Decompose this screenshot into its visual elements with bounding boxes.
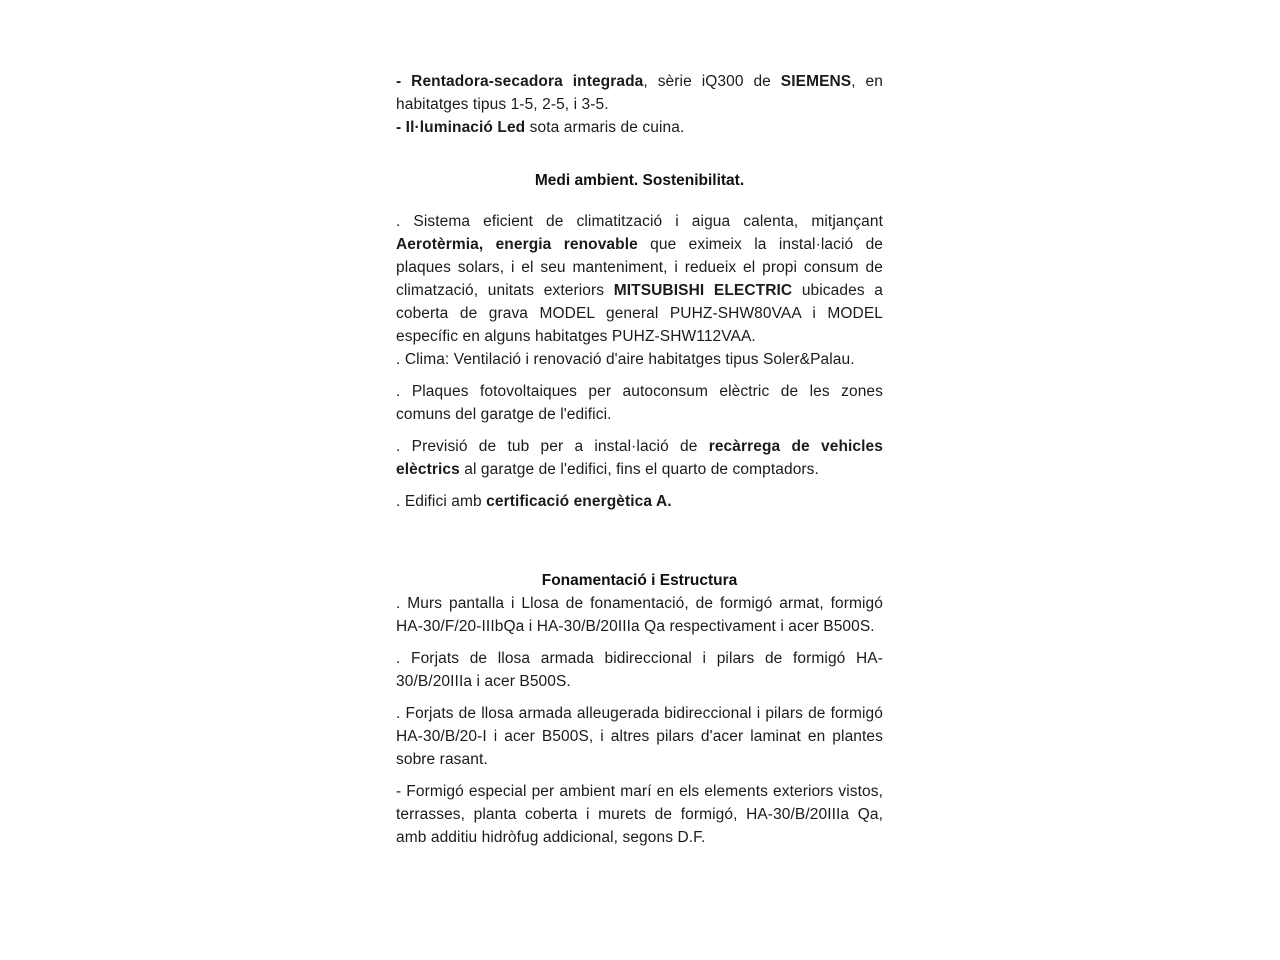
environment-paragraph-5 <box>396 490 883 513</box>
environment-paragraph-2: . Clima: Ventilació i renovació d'aire habitatges tipus Soler&Palau. <box>396 351 855 368</box>
env-p4-part-a: . Previsió de tub per a instal·lació de <box>396 438 709 455</box>
env-p1-part-c: ubicades a coberta de grava MODEL general PUHZ-SHW80VAA i MODEL específic en alguns habitatges PUHZ-SHW112VAA. <box>396 282 883 345</box>
appliances-brand: SIEMENS <box>780 73 852 90</box>
env-p1-part-b: que eximeix la instal·lació de plaques solars, i el seu manteniment, i redueix el propi consum de climatzació, unitats exteriors <box>396 236 884 299</box>
heading-fonamentacio-estructura: Fonamentació i Estructura <box>541 572 738 589</box>
env-p4-part-b: al garatge de l'edifici, fins el quarto de comptadors. <box>459 461 819 478</box>
structure-paragraph-1: . Murs pantalla i Llosa de fonamentació, de formigó armat, formigó HA-30/F/20-IIIbQa i HA-30/B/20IIIa Qa respectivament i acer B500S. <box>396 595 883 635</box>
heading-medi-ambient: Medi ambient. Sostenibilitat. <box>534 172 745 189</box>
environment-paragraph-3: . Plaques fotovoltaiques per autoconsum elèctric de les zones comuns del garatge de l'edifici. <box>396 383 883 423</box>
appliances-series-text: , sèrie iQ300 de <box>643 73 781 90</box>
lighting-bold-label: - Il·luminació Led <box>396 119 526 136</box>
env-p5-part-a: . Edifici amb <box>396 493 487 510</box>
structure-paragraph-4: - Formigó especial per ambient marí en els elements exteriors vistos, terrasses, planta coberta i murets de formigó, HA-30/B/20IIIa Qa, amb additiu hidròfug addicional, segons D.F. <box>396 783 883 846</box>
env-p1-part-a: . Sistema eficient de climatització i aigua calenta, mitjançant <box>396 213 883 230</box>
structure-paragraph-2: . Forjats de llosa armada bidireccional i pilars de formigó HA-30/B/20IIIa i acer B500S. <box>396 650 883 690</box>
environment-paragraph-1 <box>396 210 883 348</box>
env-p1-bold-aerotermia: Aerotèrmia, energia renovable <box>396 236 638 253</box>
environment-paragraph-4 <box>396 435 883 481</box>
structure-paragraph-3: . Forjats de llosa armada alleugerada bidireccional i pilars de formigó HA-30/B/20-I i acer B500S, i altres pilars d'acer laminat en plantes sobre rasant. <box>396 705 883 768</box>
appliances-housing-types: , en habitatges tipus 1-5, 2-5, i 3-5. <box>396 73 883 113</box>
appliances-paragraph <box>396 70 883 116</box>
env-p5-bold-certificacio: certificació energètica A. <box>486 493 672 510</box>
appliances-bold-label: - Rentadora-secadora integrada <box>396 73 644 90</box>
lighting-paragraph <box>396 116 883 139</box>
env-p4-bold-recarrega: recàrrega de vehicles elèctrics <box>396 438 883 478</box>
env-p1-bold-mitsubishi: MITSUBISHI ELECTRIC <box>613 282 793 299</box>
lighting-rest: sota armaris de cuina. <box>525 119 685 136</box>
document-body <box>396 70 883 849</box>
